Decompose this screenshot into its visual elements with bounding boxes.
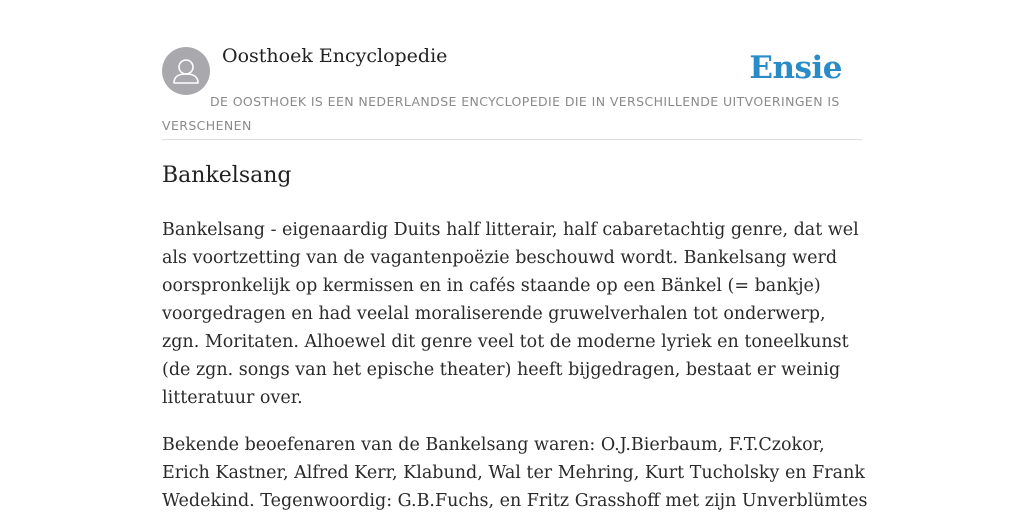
article-body (162, 216, 868, 512)
article-paragraph: Bekende beoefenaren van de Bankelsang waren: O.J.Bierbaum, F.T.Czokor, Erich Kastner, Alfred Kerr, Klabund, Wal ter Mehring, Kurt Tucholsky en Frank Wedekind. Tegenwoordig: G.B.Fuchs, en Fritz Grasshoff met zijn Unverblümtes (162, 435, 868, 511)
source-avatar[interactable] (162, 47, 210, 95)
article-paragraph: Bankelsang - eigenaardig Duits half litterair, half cabaretachtig genre, dat wel als voortzetting van de vagantenpoëzie beschouwd wordt. Bankelsang werd oorspronkelijk op kermissen en in cafés staande op een Bänkel (= bankje) voorgedragen en had veelal moraliserende gruwelverhalen tot onderwerp, zgn. Moritaten. Alhoewel dit genre veel tot de moderne lyriek en toneelkunst (de zgn. songs van het epische theater) heeft bijgedragen, bestaat er weinig litteratuur over. (162, 220, 859, 408)
source-description: DE OOSTHOEK IS EEN NEDERLANDSE ENCYCLOPEDIE DIE IN VERSCHILLENDE UITVOERINGEN IS VERSCHENEN (162, 94, 840, 133)
article-title: Bankelsang (162, 163, 292, 188)
source-title[interactable]: Oosthoek Encyclopedie (222, 45, 448, 67)
ensie-logo[interactable]: Ensie (749, 50, 842, 86)
user-icon (162, 47, 210, 95)
source-header (162, 0, 862, 140)
content-container (162, 0, 868, 511)
